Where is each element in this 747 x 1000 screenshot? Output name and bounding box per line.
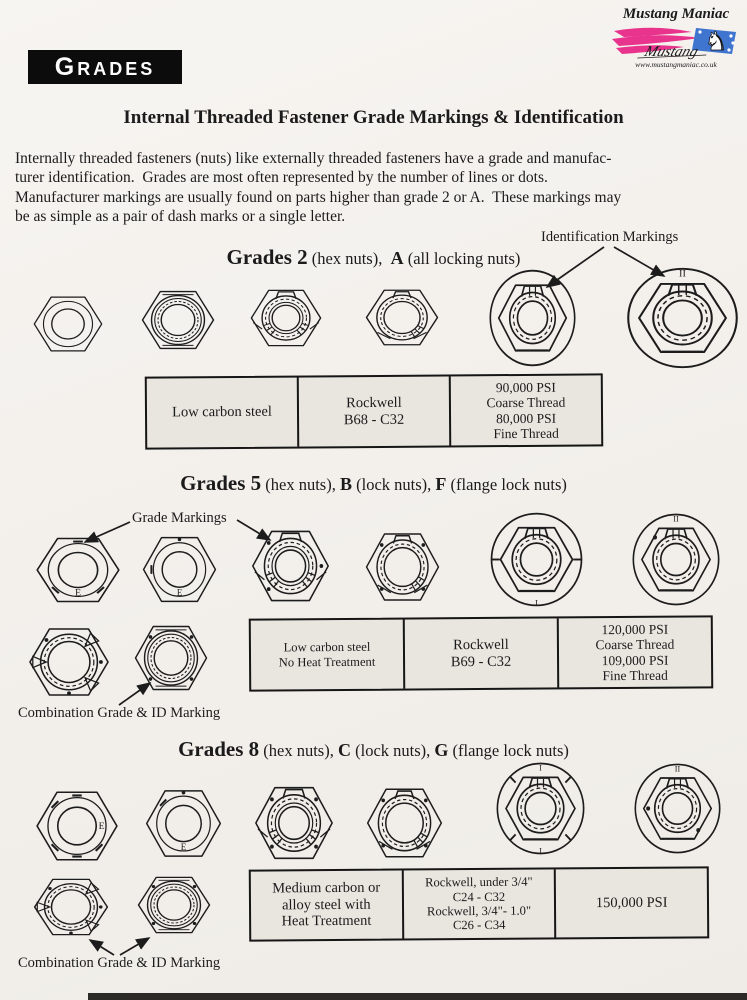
- heading-segment: Grades 5: [180, 471, 262, 495]
- grades-5-heading: [0, 471, 747, 496]
- intro-line: turer identification. Grades are most often represented by the number of lines or dots.: [15, 169, 548, 187]
- lock-nut-diagram: [362, 524, 443, 610]
- heading-segment: A: [390, 248, 404, 268]
- hex-nut-grade-marked-diagram: [139, 528, 220, 611]
- lock-nut-diagram: [363, 779, 446, 867]
- intro-line: Internally threaded fasteners (nuts) like externally threaded fasteners have a grade and manufac-: [15, 150, 612, 167]
- grade-table-cell: [147, 378, 297, 448]
- table-text: Low carbon steel: [172, 403, 272, 421]
- intro-line: be as simple as a pair of dash marks or a single letter.: [15, 208, 346, 226]
- grade-table-cell: [403, 618, 557, 688]
- heading-segment: (all locking nuts): [403, 249, 521, 268]
- combination-marked-nut-diagram: [134, 869, 214, 941]
- heading-segment: (lock nuts),: [350, 741, 435, 760]
- heading-segment: (hex nuts),: [259, 741, 338, 760]
- table-text: B68 - C32: [343, 411, 405, 428]
- heading-segment: C: [337, 740, 351, 760]
- grade-table-cell: [449, 375, 601, 445]
- table-text: C26 - C34: [452, 918, 506, 933]
- grades-2-spec-table: [145, 373, 603, 449]
- svg-text:I: I: [539, 845, 542, 856]
- heading-segment: G: [434, 740, 449, 760]
- table-text: Low carbon steel: [283, 639, 371, 655]
- svg-text:E: E: [176, 587, 183, 598]
- table-text: Rockwell: [453, 636, 509, 654]
- svg-text:II: II: [673, 514, 679, 524]
- grades-8-heading: [0, 737, 747, 762]
- svg-text:E: E: [180, 841, 187, 852]
- table-text: Rockwell: [346, 394, 402, 412]
- combination-marking-label: Combination Grade & ID Marking: [18, 705, 221, 721]
- grade-table-cell: [297, 376, 449, 446]
- flange-lock-nut-diagram: [494, 760, 587, 857]
- heading-segment: (flange lock nuts): [446, 475, 567, 494]
- table-text: 120,000 PSI: [601, 621, 669, 638]
- page-title: Internal Threaded Fastener Grade Markings & Identification: [123, 107, 624, 128]
- combination-marked-nut-diagram: [25, 619, 113, 705]
- svg-text:E: E: [74, 588, 82, 599]
- hex-nut-grade-marked-diagram: [32, 529, 124, 611]
- table-text: C24 - C32: [452, 889, 506, 904]
- machined-hex-nut-diagram: [138, 283, 218, 357]
- table-text: Coarse Thread: [595, 636, 675, 653]
- logo-url: www.mustangmaniac.co.uk: [635, 60, 717, 69]
- table-text: Heat Treatment: [281, 913, 372, 930]
- combination-marking-label: Combination Grade & ID Marking: [18, 955, 221, 971]
- combination-marked-nut-diagram: [131, 617, 211, 699]
- table-text: Rockwell, 3/4"- 1.0": [426, 903, 532, 919]
- heading-segment: B: [339, 474, 352, 494]
- table-text: 90,000 PSI: [495, 379, 556, 396]
- table-text: No Heat Treatment: [278, 654, 376, 669]
- heading-segment: Grades 2: [226, 245, 308, 269]
- grade-table-cell: [251, 871, 402, 940]
- heading-segment: (hex nuts),: [261, 475, 340, 494]
- intro-paragraph: [15, 149, 621, 227]
- table-text: Coarse Thread: [486, 394, 566, 411]
- heading-segment: (flange lock nuts): [448, 741, 569, 760]
- table-text: Rockwell, under 3/4": [424, 874, 533, 890]
- page-edge-shadow: [88, 993, 747, 1000]
- table-text: B69 - C32: [450, 653, 512, 670]
- lock-nut-diagram: [362, 282, 442, 353]
- grades-5-spec-table: [249, 615, 713, 691]
- svg-text:II: II: [674, 764, 681, 774]
- heading-segment: F: [435, 474, 447, 494]
- combination-marked-nut-diagram: [30, 871, 112, 943]
- heading-segment: (hex nuts),: [307, 249, 391, 268]
- plain-hex-nut-diagram: [30, 289, 106, 359]
- svg-text:E: E: [98, 821, 105, 833]
- flange-lock-nut-diagram: [487, 267, 578, 369]
- table-text: alloy steel with: [281, 896, 371, 914]
- mustang-maniac-logo: [608, 7, 744, 69]
- lock-nut-diagram: [251, 777, 337, 869]
- table-text: 80,000 PSI: [495, 410, 557, 426]
- lock-nut-diagram: [247, 282, 325, 354]
- grade-table-cell: [557, 617, 711, 687]
- logo-signature: Mustang: [642, 43, 701, 60]
- flange-lock-nut-diagram: [632, 761, 723, 856]
- identification-markings-label: Identification Markings: [541, 229, 679, 245]
- svg-text:II: II: [679, 268, 686, 280]
- grades-8-spec-table: [249, 866, 709, 941]
- hex-nut-grade-marked-diagram: [142, 781, 225, 866]
- table-text: 109,000 PSI: [601, 652, 669, 668]
- table-text: Fine Thread: [602, 667, 668, 683]
- grade-markings-label: Grade Markings: [132, 510, 227, 526]
- logo-swoosh-graphic: [612, 23, 740, 60]
- grades-section-badge: Grades: [28, 50, 182, 84]
- horse-icon: ♞: [704, 27, 728, 57]
- flange-lock-nut-diagram: [488, 510, 585, 609]
- table-text: 150,000 PSI: [595, 894, 668, 911]
- heading-segment: Grades 8: [178, 737, 260, 761]
- grade-table-cell: [401, 869, 554, 938]
- hex-nut-grade-marked-diagram: [32, 782, 122, 870]
- table-text: Medium carbon or: [272, 879, 381, 897]
- flange-lock-nut-diagram: [624, 265, 741, 371]
- heading-segment: (lock nuts),: [352, 475, 436, 494]
- flange-lock-nut-diagram: [630, 511, 722, 608]
- grade-table-cell: [554, 868, 707, 937]
- lock-nut-diagram: [248, 521, 333, 611]
- svg-text:I: I: [539, 762, 542, 773]
- intro-line: Manufacturer markings are usually found on parts higher than grade 2 or A. These markings may: [15, 188, 622, 206]
- grade-table-cell: [251, 620, 403, 690]
- logo-title: Mustang Maniac: [622, 6, 730, 22]
- svg-text:I: I: [535, 597, 538, 608]
- table-text: Fine Thread: [493, 425, 559, 441]
